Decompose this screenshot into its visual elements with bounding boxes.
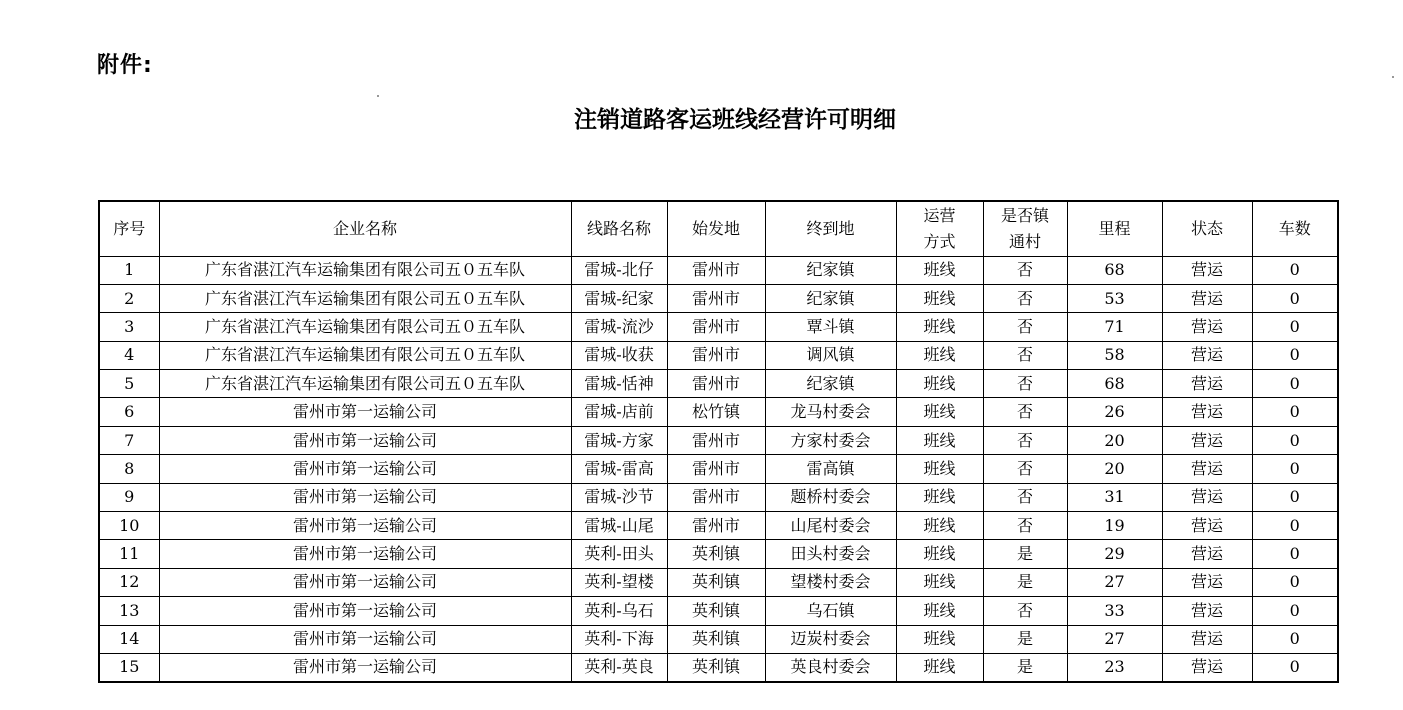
cell-destination: 纪家镇 [765,256,896,284]
cell-distance: 20 [1067,455,1162,483]
cell-route: 英利-望楼 [571,568,667,596]
cell-mode: 班线 [896,653,983,681]
cell-distance: 68 [1067,370,1162,398]
table-row [99,483,1338,511]
cell-village: 否 [983,426,1067,454]
header-village-line2: 通村 [1008,231,1041,251]
table-row [99,426,1338,454]
cell-status: 营运 [1162,370,1252,398]
table-row [99,284,1338,312]
table-row [99,256,1338,284]
cell-mode: 班线 [896,256,983,284]
cell-route: 雷城-纪家 [571,284,667,312]
cell-distance: 19 [1067,512,1162,540]
cell-distance: 53 [1067,284,1162,312]
cell-status: 营运 [1162,284,1252,312]
cell-status: 营运 [1162,256,1252,284]
header-village [983,201,1067,256]
cell-destination: 方家村委会 [765,426,896,454]
cell-destination: 迈炭村委会 [765,625,896,653]
cell-company: 广东省湛江汽车运输集团有限公司五０五车队 [159,284,571,312]
cell-status: 营运 [1162,597,1252,625]
cell-distance: 20 [1067,426,1162,454]
header-destination: 终到地 [765,201,896,256]
cell-seq: 8 [99,455,159,483]
cell-village: 否 [983,341,1067,369]
header-vehicles: 车数 [1252,201,1338,256]
cell-village: 否 [983,483,1067,511]
cell-route: 雷城-雷高 [571,455,667,483]
cell-village: 否 [983,512,1067,540]
cell-route: 英利-下海 [571,625,667,653]
table-header-row [99,201,1338,256]
table-row [99,398,1338,426]
table-row [99,653,1338,681]
header-mode-line1: 运营 [923,205,956,225]
cell-status: 营运 [1162,313,1252,341]
cell-status: 营运 [1162,426,1252,454]
table-row [99,540,1338,568]
cell-vehicles: 0 [1252,426,1338,454]
cell-company: 广东省湛江汽车运输集团有限公司五０五车队 [159,341,571,369]
cell-vehicles: 0 [1252,540,1338,568]
cell-seq: 13 [99,597,159,625]
cell-destination: 雷高镇 [765,455,896,483]
table-row [99,625,1338,653]
cell-route: 英利-乌石 [571,597,667,625]
cell-destination: 纪家镇 [765,284,896,312]
cell-origin: 雷州市 [667,370,765,398]
table-row [99,341,1338,369]
cell-destination: 望楼村委会 [765,568,896,596]
cell-company: 雷州市第一运输公司 [159,483,571,511]
cell-destination: 龙马村委会 [765,398,896,426]
cell-company: 广东省湛江汽车运输集团有限公司五０五车队 [159,256,571,284]
cell-mode: 班线 [896,398,983,426]
cell-village: 否 [983,313,1067,341]
header-origin: 始发地 [667,201,765,256]
cell-origin: 雷州市 [667,256,765,284]
cell-destination: 覃斗镇 [765,313,896,341]
cell-company: 雷州市第一运输公司 [159,512,571,540]
cell-destination: 题桥村委会 [765,483,896,511]
cell-distance: 27 [1067,568,1162,596]
cell-distance: 33 [1067,597,1162,625]
cell-village: 否 [983,256,1067,284]
cell-mode: 班线 [896,455,983,483]
attachment-label: 附件: [97,53,153,78]
cell-seq: 5 [99,370,159,398]
cell-status: 营运 [1162,568,1252,596]
cell-company: 雷州市第一运输公司 [159,653,571,681]
cell-status: 营运 [1162,341,1252,369]
header-village-line1: 是否镇 [1000,205,1049,225]
cell-seq: 2 [99,284,159,312]
cell-village: 是 [983,540,1067,568]
cell-distance: 29 [1067,540,1162,568]
cell-destination: 调风镇 [765,341,896,369]
cell-origin: 雷州市 [667,512,765,540]
cell-village: 否 [983,284,1067,312]
cell-vehicles: 0 [1252,370,1338,398]
cell-origin: 雷州市 [667,341,765,369]
cell-village: 否 [983,455,1067,483]
table-row [99,568,1338,596]
cell-village: 否 [983,398,1067,426]
cell-origin: 英利镇 [667,597,765,625]
cell-distance: 26 [1067,398,1162,426]
table-row [99,455,1338,483]
document-title: 注销道路客运班线经营许可明细 [574,107,896,133]
cell-company: 雷州市第一运输公司 [159,426,571,454]
cell-vehicles: 0 [1252,483,1338,511]
cell-seq: 9 [99,483,159,511]
cell-vehicles: 0 [1252,568,1338,596]
cell-route: 英利-英良 [571,653,667,681]
cell-seq: 6 [99,398,159,426]
header-status: 状态 [1162,201,1252,256]
cell-route: 雷城-流沙 [571,313,667,341]
cell-village: 否 [983,370,1067,398]
cell-destination: 纪家镇 [765,370,896,398]
cell-seq: 14 [99,625,159,653]
cell-company: 雷州市第一运输公司 [159,540,571,568]
cell-status: 营运 [1162,625,1252,653]
cell-seq: 10 [99,512,159,540]
cell-mode: 班线 [896,370,983,398]
cell-route: 雷城-北仔 [571,256,667,284]
cell-vehicles: 0 [1252,284,1338,312]
header-company: 企业名称 [159,201,571,256]
cell-vehicles: 0 [1252,597,1338,625]
cell-destination: 乌石镇 [765,597,896,625]
cell-route: 雷城-恬神 [571,370,667,398]
cell-village: 是 [983,625,1067,653]
cell-distance: 31 [1067,483,1162,511]
cell-origin: 雷州市 [667,284,765,312]
cell-origin: 英利镇 [667,625,765,653]
table-row [99,370,1338,398]
cell-vehicles: 0 [1252,512,1338,540]
cell-mode: 班线 [896,483,983,511]
cell-origin: 雷州市 [667,455,765,483]
cell-distance: 58 [1067,341,1162,369]
cell-seq: 7 [99,426,159,454]
cell-origin: 雷州市 [667,426,765,454]
cell-distance: 27 [1067,625,1162,653]
cell-origin: 英利镇 [667,540,765,568]
cell-route: 雷城-方家 [571,426,667,454]
cell-mode: 班线 [896,512,983,540]
cell-company: 广东省湛江汽车运输集团有限公司五０五车队 [159,313,571,341]
cell-route: 英利-田头 [571,540,667,568]
cell-route: 雷城-山尾 [571,512,667,540]
header-distance: 里程 [1067,201,1162,256]
table-row [99,597,1338,625]
cell-vehicles: 0 [1252,398,1338,426]
cell-vehicles: 0 [1252,455,1338,483]
cell-status: 营运 [1162,398,1252,426]
cell-destination: 英良村委会 [765,653,896,681]
cell-destination: 田头村委会 [765,540,896,568]
cell-status: 营运 [1162,512,1252,540]
cell-company: 广东省湛江汽车运输集团有限公司五０五车队 [159,370,571,398]
cell-company: 雷州市第一运输公司 [159,568,571,596]
cell-village: 否 [983,597,1067,625]
cell-mode: 班线 [896,313,983,341]
scan-speck [377,95,379,97]
cell-company: 雷州市第一运输公司 [159,455,571,483]
cell-status: 营运 [1162,653,1252,681]
cell-route: 雷城-店前 [571,398,667,426]
cell-distance: 68 [1067,256,1162,284]
cell-seq: 12 [99,568,159,596]
table-row [99,313,1338,341]
cell-mode: 班线 [896,597,983,625]
cell-origin: 雷州市 [667,483,765,511]
route-license-table [98,200,1339,683]
cell-mode: 班线 [896,426,983,454]
cell-seq: 3 [99,313,159,341]
cell-vehicles: 0 [1252,313,1338,341]
cell-origin: 雷州市 [667,313,765,341]
cell-seq: 15 [99,653,159,681]
cell-company: 雷州市第一运输公司 [159,398,571,426]
cell-seq: 4 [99,341,159,369]
cell-company: 雷州市第一运输公司 [159,625,571,653]
table-row [99,512,1338,540]
scan-speck [1392,76,1394,78]
cell-mode: 班线 [896,341,983,369]
cell-origin: 英利镇 [667,653,765,681]
cell-seq: 1 [99,256,159,284]
cell-mode: 班线 [896,625,983,653]
cell-vehicles: 0 [1252,341,1338,369]
header-route: 线路名称 [571,201,667,256]
cell-company: 雷州市第一运输公司 [159,597,571,625]
cell-distance: 71 [1067,313,1162,341]
cell-seq: 11 [99,540,159,568]
cell-village: 是 [983,568,1067,596]
cell-vehicles: 0 [1252,256,1338,284]
cell-origin: 英利镇 [667,568,765,596]
header-mode [896,201,983,256]
cell-vehicles: 0 [1252,653,1338,681]
header-mode-line2: 方式 [923,231,956,251]
cell-vehicles: 0 [1252,625,1338,653]
cell-mode: 班线 [896,284,983,312]
cell-mode: 班线 [896,540,983,568]
header-seq: 序号 [99,201,159,256]
cell-status: 营运 [1162,455,1252,483]
cell-status: 营运 [1162,540,1252,568]
cell-destination: 山尾村委会 [765,512,896,540]
cell-distance: 23 [1067,653,1162,681]
cell-origin: 松竹镇 [667,398,765,426]
cell-status: 营运 [1162,483,1252,511]
cell-village: 是 [983,653,1067,681]
cell-route: 雷城-收获 [571,341,667,369]
cell-mode: 班线 [896,568,983,596]
cell-route: 雷城-沙节 [571,483,667,511]
